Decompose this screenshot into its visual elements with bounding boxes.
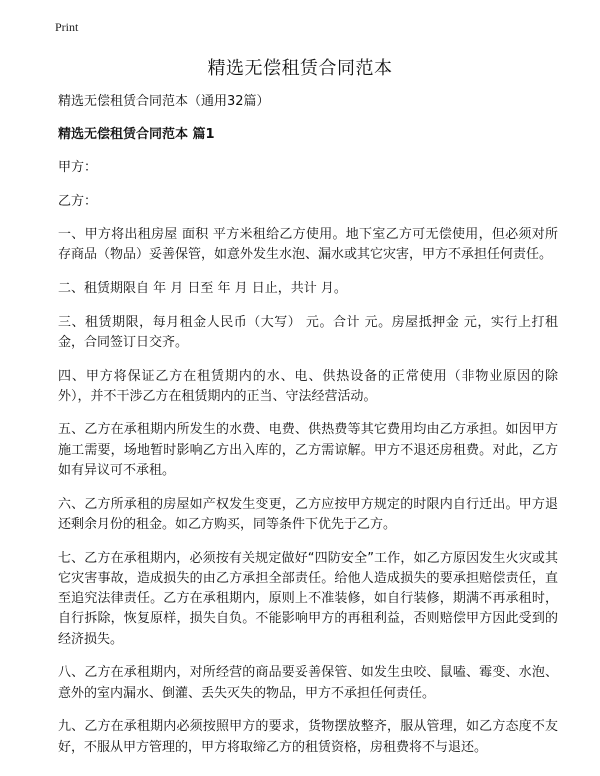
document-body — [58, 94, 558, 771]
document-subtitle: 精选无偿租赁合同范本（通用32篇） — [58, 94, 270, 109]
clause-5: 五、乙方在承租期内所发生的水费、电费、供热费等其它费用均由乙方承担。如因甲方施工需要，场地暂时影响乙方出入库的，乙方需谅解。甲方不退还房租费。对此，乙方如有异议可不承租。 — [58, 422, 558, 479]
clause-2: 二、租赁期限自 年 月 日至 年 月 日止，共计 月。 — [58, 281, 347, 297]
clause-4: 四、甲方将保证乙方在租赁期内的水、电、供热设备的正常使用（非物业原因的除外），并不干涉乙方在租赁期内的正当、守法经营活动。 — [58, 368, 558, 404]
section-heading: 精选无偿租赁合同范本 篇1 — [58, 127, 215, 142]
clause-7: 七、乙方在承租期内，必须按有关规定做好“四防安全”工作，如乙方原因发生火灾或其它灾害事故，造成损失的由乙方承担全部责任。给他人造成损失的要承担赔偿责任，直至追究法律责任。乙方在承租期内，原则上不准装修，如自行装修，期满不再承租时，自行拆除，恢复原样，损失自负。不能影响甲方的再租利益，否则赔偿甲方因此受到的经济损失。 — [58, 550, 558, 647]
party-a-line: 甲方： — [58, 160, 98, 175]
clause-3: 三、租赁期限，每月租金人民币（大写） 元。合计 元。房屋抵押金 元，实行上打租金，合同签订日交齐。 — [58, 314, 558, 350]
clause-9: 九、乙方在承租期内必须按照甲方的要求，货物摆放整齐，服从管理，如乙方态度不友好，不服从甲方管理的，甲方将取缔乙方的租赁资格，房租费将不与退还。 — [58, 719, 558, 755]
clause-1: 一、甲方将出租房屋 面积 平方米租给乙方使用。地下室乙方可无偿使用，但必须对所存商品（物品）妥善保管，如意外发生水泡、漏水或其它灾害，甲方不承担任何责任。 — [58, 227, 558, 263]
party-b-line: 乙方： — [58, 193, 98, 209]
page-title: 精选无偿租赁合同范本 — [207, 58, 393, 79]
clause-6: 六、乙方所承租的房屋如产权发生变更，乙方应按甲方规定的时限内自行迁出。甲方退还剩余月份的租金。如乙方购买，同等条件下优先于乙方。 — [58, 496, 558, 532]
clause-8: 八、乙方在承租期内，对所经营的商品要妥善保管、如发生虫咬、鼠嗑、霉变、水泡、意外的室内漏水、倒灌、丢失灭失的物品，甲方不承担任何责任。 — [58, 665, 558, 701]
print-link[interactable]: Print — [55, 20, 79, 34]
